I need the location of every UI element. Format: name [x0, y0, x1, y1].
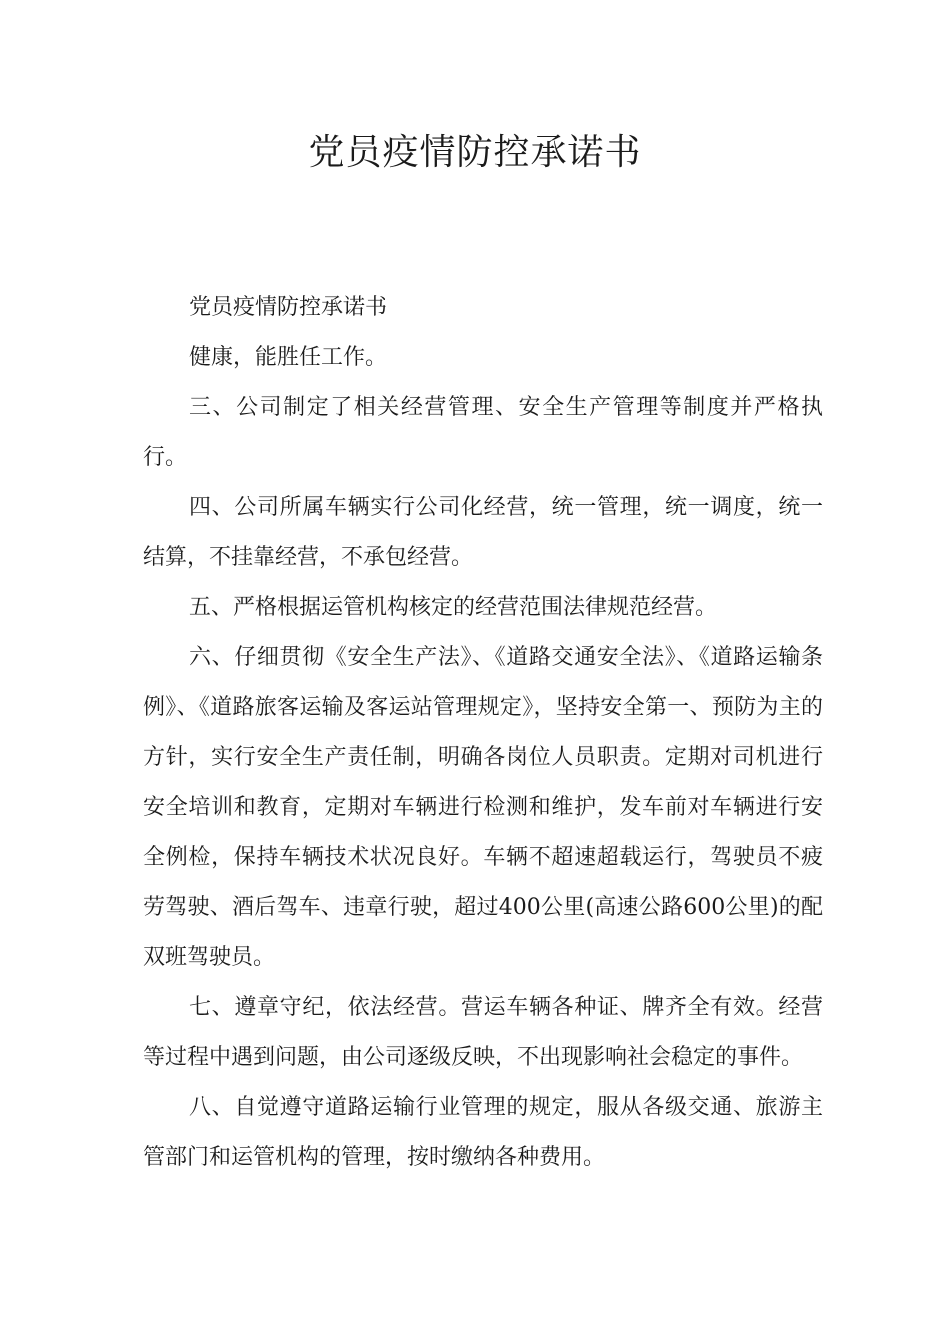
paragraph-item-6: 六、仔细贯彻《安全生产法》、《道路交通安全法》、《道路运输条例》、《道路旅客运输及客运站管理规定》，坚持安全第一、预防为主的方针，实行安全生产责任制，明确各岗位人员职责。定期对司机进行安全培训和教育，定期对车辆进行检测和维护，发车前对车辆进行安全例检，保持车辆技术状况良好。车辆不超速超载运行，驾驶员不疲劳驾驶、酒后驾车、违章行驶，超过400公里(高速公路600公里)的配双班驾驶员。 — [143, 645, 823, 970]
paragraph-item-3: 三、公司制定了相关经营管理、安全生产管理等制度并严格执行。 — [143, 395, 823, 470]
paragraph-item-7: 七、遵章守纪，依法经营。营运车辆各种证、牌齐全有效。经营等过程中遇到问题，由公司逐级反映，不出现影响社会稳定的事件。 — [143, 995, 823, 1070]
paragraph-item-8: 八、自觉遵守道路运输行业管理的规定，服从各级交通、旅游主管部门和运管机构的管理，按时缴纳各种费用。 — [143, 1095, 823, 1170]
document-body — [143, 283, 823, 1183]
paragraph-item-5: 五、严格根据运管机构核定的经营范围法律规范经营。 — [189, 595, 718, 620]
paragraph-health: 健康，能胜任工作。 — [189, 345, 388, 370]
paragraph-item-4: 四、公司所属车辆实行公司化经营，统一管理，统一调度，统一结算，不挂靠经营，不承包经营。 — [143, 495, 823, 570]
paragraph-subtitle: 党员疫情防控承诺书 — [189, 295, 388, 320]
document-title: 党员疫情防控承诺书 — [308, 132, 642, 173]
